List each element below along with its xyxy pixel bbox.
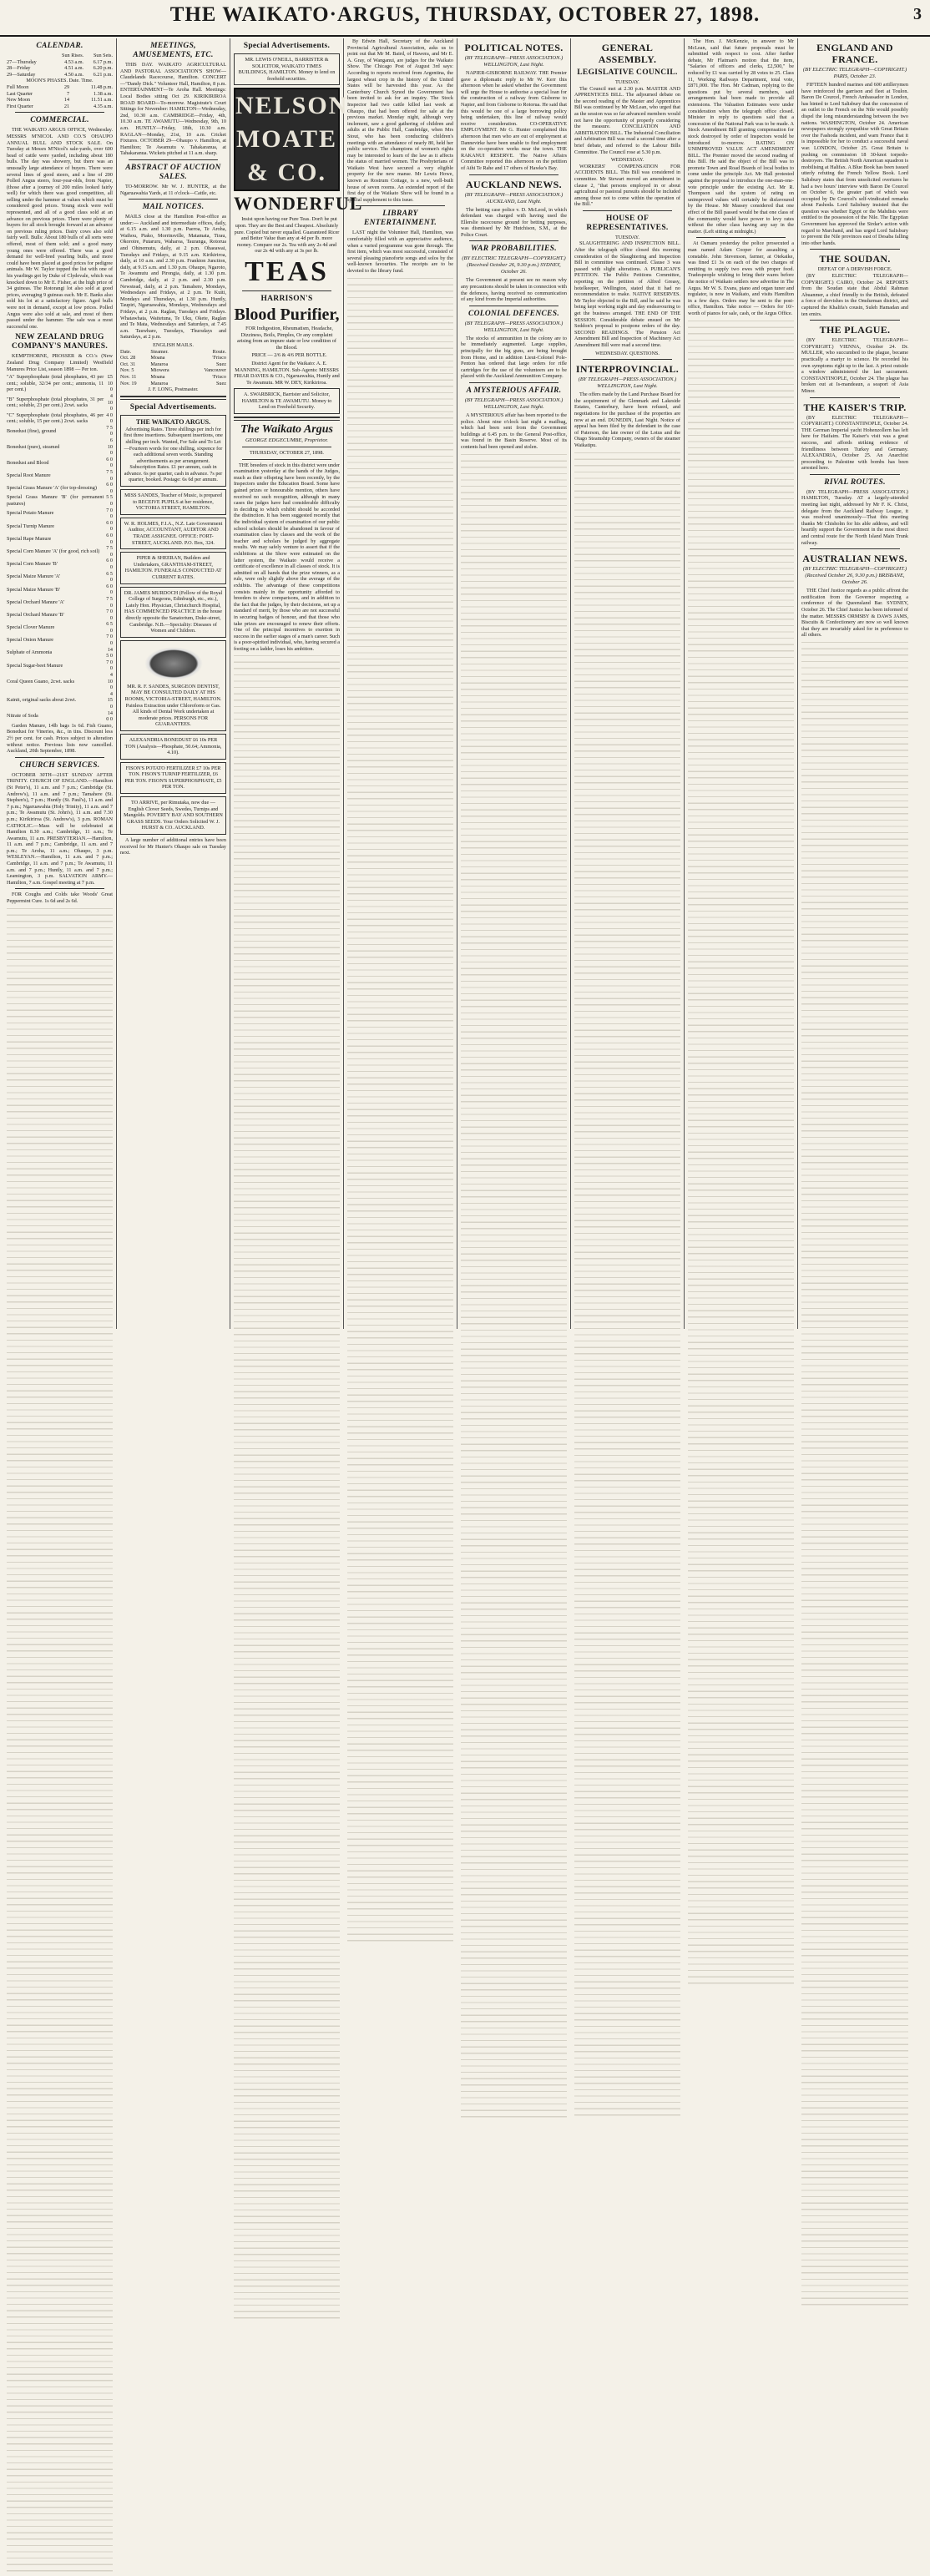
table-cell: 28—Friday (7, 65, 31, 72)
table-cell: Sun Sets. (93, 53, 113, 58)
nz-drug-heading: NEW ZEALAND DRUG COMPANY'S MANURES. (12, 333, 108, 351)
table-cell: Coral Queen Guano, 2cwt. sacks (7, 678, 75, 684)
council-article: The Council met at 2.30 p.m. MASTER AND APPRENTICES BILL. The adjourned debate on the second reading of the Master and Apprentices Bill was continued by Mr McLean, who urged that as the session was so far advanced members would not have the opportunity of properly considering the measure. CONCILIATION AND ARBITRATION BILL. The Industrial Conciliation and Arbitration Bill was read a second time after a brief debate, and referred to the Labour Bills Committee. The Council rose at 5.30 p.m. (574, 85, 680, 155)
moon-table (7, 84, 113, 109)
divider (242, 459, 331, 460)
table-cell: Mararoa (150, 361, 169, 367)
table-cell: "A" Superphosphate (total phosphates, 43 per cent.; soluble, 32/34 per cent.; ammonia, 11 per cent.) (7, 374, 104, 393)
mysterious-article: A MYSTERIOUS affair has been reported to the police. About nine o'clock last night a mailbag, which had been sent from the Government buildings at 6.45 p.m. to the General Post-office, was found in the Basin Reserve. Most of its contents had been opened and stolen. (461, 412, 567, 450)
tea-ad-text: Insist upon having our Pure Teas. Don't be put upon. They are the Best and Cheapest. Absolutely pure. Copied but never equalled. Guaranteed Ricer and Better Value than any at 4d per lb. more money. Compare our 2s. Tea with any 2s 4d and our 2s 4d with any at 3s per lb. (234, 216, 340, 255)
column-1 (3, 38, 117, 1329)
divider (469, 174, 559, 175)
table-row (7, 53, 113, 59)
table-row (7, 609, 113, 621)
table-cell: 4 10 0 (107, 392, 113, 412)
dentist-ad-text: MR. R. F. SANDES, SURGEON DENTIST, MAY BE CONSULTED DAILY AT HIS ROOMS, VICTORIA-STREET, HAMILTON. Painless Extraction under Chloroform or Gas. All kinds of Dental Work undertaken at moderate prices. PERSONS FOR GUARANTEES. (124, 683, 222, 728)
table-cell: 7 5 0 (106, 595, 113, 609)
table-cell (7, 53, 51, 59)
english-mails-table (120, 349, 226, 387)
divider (696, 237, 786, 238)
table-row (7, 596, 113, 609)
table-cell: Special Root Manure (7, 472, 51, 478)
auction-article: TO-MORROW. Mr W. J. HUNTER, at the Ngaruawahia Yards, at 11 o'clock—Cattle, etc. (120, 183, 226, 196)
table-row (7, 545, 113, 558)
table-cell: Bonedust (pure), steamed (7, 443, 60, 450)
table-cell: 27—Thursday (7, 58, 37, 65)
table-row (7, 571, 113, 583)
auckland-sub: (BY TELEGRAPH—PRESS ASSOCIATION.) AUCKLAND, Last Night. (464, 191, 564, 205)
council-day: TUESDAY. (614, 79, 640, 85)
table-cell: 11.51 a.m. (91, 97, 113, 104)
table-cell: Special Onion Manure (7, 637, 54, 644)
hurst-ad-text: TO ARRIVE, per Rimutaka, now due —English Clover Seeds, Swedes, Turnips and Mangolds. POVERTY BAY AND SOUTHERN GRASS SEEDS. Your Orders Solicited W. J. HURST & CO. AUCKLAND. (124, 800, 223, 831)
column-5 (457, 38, 571, 1329)
table-cell: "B" Superphosphate (total phosphates, 31 per cent.; soluble, 23 per cent.) 2cwt. sacks (7, 396, 104, 409)
oneill-ad (234, 53, 340, 85)
table-cell: 6 10 0 (107, 437, 113, 457)
column-6 (571, 38, 685, 1329)
text-filler (574, 451, 680, 2120)
table-cell: 6 0 0 (106, 558, 113, 570)
table-cell: 6.17 p.m. (93, 58, 113, 65)
date-line: THURSDAY, OCTOBER 27, 1898. (250, 450, 324, 457)
divider (583, 359, 672, 360)
table-cell: Last Quarter (7, 90, 33, 97)
extra-notice: A large number of additional entries have been received for Mr Hunter's Ohaupo sale on Tuesday next. (120, 837, 226, 856)
table-cell: 6 5 0 (106, 570, 113, 583)
table-cell: 4 0 0 (106, 412, 113, 425)
divider (129, 159, 218, 160)
table-row (7, 647, 113, 659)
table-row (7, 91, 113, 98)
auction-heading: ABSTRACT OF AUCTION SALES. (125, 163, 221, 181)
table-cell: 7 (66, 90, 70, 97)
library-heading: LIBRARY ENTERTAINMENT. (364, 210, 437, 228)
text-filler (234, 654, 340, 2323)
table-cell: 6 0 0 (106, 482, 113, 494)
table-cell: Kainit, original sacks about 2cwt. (7, 697, 77, 704)
divider (469, 382, 559, 383)
table-row (7, 634, 113, 646)
table-row (7, 533, 113, 545)
political-article: NAPIER-GISBORNE RAILWAY. THE Premier gave a diplomatic reply to Mr W. Kerr this afternoon when he asked whether the Government will urge the House to authorise a special loan for the construction of a railway from Gisborne to Napier, and from Gisborne to Rotorua. He said that this would be one of a large borrowing policy being undertaken, this line of railway would receive consideration. CO-OPERATIVE EMPLOYMENT. Mr G. Hunter complained this afternoon that men who are out of employment at Dannevirke have been unable to find employment on the co-operative works near the town. THE RAKANUI RESERVE. The Native Affairs Committee reported this afternoon on the petition of Aihi Te Rahe and 17 others of Hawke's Bay. (461, 70, 567, 171)
table-cell: Bonedust and Blood (7, 459, 49, 466)
auckland-article: The betting case police v. D. McLeod, in which defendant was charged with having used the Ellerslie racecourse ground for betting purposes, was dismissed by Mr Hutchison, S.M., at the Police Court. (461, 206, 567, 238)
table-cell: Vancouver (204, 367, 226, 374)
divider (129, 199, 218, 200)
bonedust-ad-text: ALEXANDRIA BONEDUST £6 10s PER TON (Analysis—Phosphate, 50.64; Ammonia, 4.10). (124, 736, 222, 756)
house-day: TUESDAY. (614, 234, 640, 240)
colonial-heading: COLONIAL DEFENCES. (468, 309, 560, 318)
soudan-article: (BY ELECTRIC TELEGRAPH—COPYRIGHT.) CAIRO, October 24. REPORTS from the Soudan state that Abdul Rahman Abuanmer, a chief friendly to the British, defeated a force of dervishes in the Omdurman district, and captured the Khalifa's cousin, Suleh Hamadan and ten emirs. (801, 273, 908, 317)
table-cell: 6 5 0 (106, 621, 113, 634)
table-row (7, 104, 113, 110)
table-cell: Special Maize Manure 'B' (7, 586, 60, 593)
piper-ad (120, 552, 226, 583)
table-cell: 4 10 0 (107, 672, 113, 691)
leader-article: THE breeders of stock in this district were under examination yesterday at the hands of the Judges, much as their offspring have been recently, by the Inspectors under the Education Board. Some have gained prizes or honourable mention, others have received no such recognition, although in many cases the judges have had considerable difficulty in deciding to which exhibit should be accorded the distinction. It has been suggested recently that the individual system of examination of our public school scholars should be abandoned in favour of examination class by classes and the work of the teacher and scholars be judged by aggregate results. We may safely venture to assert that if the exhibitions at the Show were estimated on the latter system, the Waikato would receive a certificate of excellence in all classes of stock. It is admitted on all hands that the prize winners, as a rule, were only slightly above the average of the exhibits. The advantage of these competitions consists mainly in the opportunity afforded to breeders to show comparisons, and in addition to the fact that the judges, by their decisions, set up a standard of merit, by those who are not successful in securing badges of honour, and that those who take prizes are encouraged to renew their efforts. One of the principal incentives to exertion in success in the earlier stages of a man's career. Such is a poor-spirited individual, who, having secured a footing on a ladder, loses his ambition. (234, 462, 340, 652)
mysterious-sub: (BY TELEGRAPH—PRESS ASSOCIATION.) WELLINGTON, Last Night. (464, 397, 564, 410)
table-cell: Sun Rises. (62, 53, 84, 58)
table-cell: Special Potato Manure (7, 510, 54, 517)
table-cell: Oct. 31 (120, 361, 136, 367)
soudan-heading: THE SOUDAN. (819, 253, 891, 265)
house-wed: WEDNESDAY. QUESTIONS. (595, 350, 660, 356)
columns (3, 38, 927, 1329)
interprovincial-heading: INTERPROVINCIAL. (575, 363, 680, 376)
fisons-ad-text: FISON'S POTATO FERTILIZER £7 10s PER TON. FISON'S TURNIP FERTILIZER, £6 PER TON. FISON'S SUPERPHOSPHATE, £5 PER TON. (124, 765, 222, 790)
table-cell: Special Maize Manure 'A' (7, 573, 61, 580)
dentures-illustration (144, 647, 203, 680)
table-row (7, 558, 113, 570)
divider (120, 396, 226, 400)
text-filler (461, 452, 567, 2122)
table-cell: 1.38 a.m. (93, 90, 113, 97)
table-cell: Special Orchard Manure 'A' (7, 599, 65, 605)
assembly-continued-article: The Hon. J. McKenzie, in answer to Mr McLean, said that future proposals must be submitted with respect to cost. After further debate, Mr Flatman's motion that the item, "Salaries of officers and clerks, £2,500," be reduced by £1 was carried by 28 votes to 25. Class 11, Working Railways Department, total vote, £871,000. The Hon. Mr Cadman, replying to the questions put by several members, said arrangements had been made to provide all extensions. The Valuation Estimates were under consideration when the telegraph office closed. Minister in reply to questions said that a concession of the National Park was to be made. A Stock Amendment Bill granting compensation for stock destroyed by order of Inspectors would be introduced to-morrow. RATING ON UNIMPROVED VALUE ACT AMENDMENT BILL. The Premier moved the second reading of this Bill. He said the object of the Bill was to promote Town and Road Boards of local bodies to come under the principle Act. Mr Hall protested against the proposal to introduce the one-man-one-vote principle under the existing Act. Mr R. Thompson said the system of rating on unimproved values will certainly be disfavoured by the House. Mr Massey considered that one effect of the Bill passed would be that one class of the community would have power to levy rates without the other class having any say in the matter. (Left sitting at midnight.) (688, 38, 794, 235)
table-cell: Suez (215, 361, 226, 367)
table-row (7, 59, 113, 66)
interprovincial-continued-article: At Oamaru yesterday the police prosecuted a man named Adam Cooper for assaulting a constable. John Stevenson, farmer, at Otekaike, was fined £1 3s on each of the two charges of omitting to supply two ewes with proper food. Tradespeople wishing to bring their wares before the notice of Waikato settlers now advertise in The Argus. Mr W. S. Evans, piano and organ tuner and regulator, is now in Waikato, and visits Hamilton in a few days. Orders may be sent to the post-office, Hamilton. Take notice — Orders for 10/- worth of pianos for sale, cash, or the Argus Office. (688, 240, 794, 316)
soudan-sub: DEFEAT OF A DERVISH FORCE. (817, 266, 892, 273)
table-cell: 4.50 a.m. (64, 71, 84, 78)
mail-article: MAILS close at the Hamilton Post-office as under:— Auckland and intermediate offices, daily, at 6.15 a.m. and 1.30 p.m. Paeroa, Te Aroha, Waihou, Piako, Morrinsville, Matamata, Tirau, Okoroire, Putaruru, Waharoa, Tauranga, Rotorua and Ohinemutu, daily, at 2 p.m. Ohaeawai, Tuesdays and Fridays, at 9.15 a.m. Kirikiriroa, daily, at 10 a.m. and 2.30 p.m. Frankton Junction, daily, at 9.15 a.m. and 1.30 p.m. Ohaupo, Ngaroto, Te Awamutu and Pirongia, daily, at 1.30 p.m. Cambridge, daily, at 2 p.m. and 2.30 p.m. Newstead, daily, at 2 p.m. Tamahere, Mondays, Wednesdays and Fridays, at 2 p.m. Te Kuiti, Mondays and Thursdays, at 1.30 p.m. Huntly, Taupiri, Ngaruawahia, Mondays, Wednesdays and Fridays, at 2 p.m. Raglan, Tuesdays and Fridays. Whatawhata, Waitetuna, Te Uku, Okete, Raglan and Te Mata, Wednesdays and Saturdays, at 7.45 a.m. Tauwhare, Tuesdays, Thursdays and Saturdays, at 2 p.m. (120, 214, 226, 341)
swarbrick-ad (234, 388, 340, 414)
table-cell: Bonedust (fine), ground (7, 427, 57, 434)
masthead (0, 0, 930, 37)
table-row (120, 381, 226, 387)
table-cell: Special Turnip Manure (7, 523, 55, 529)
house-heading: HOUSE OF REPRESENTATIVES. (586, 214, 669, 232)
war-heading: WAR PROBABILITIES. (471, 245, 557, 254)
divider (356, 205, 445, 206)
table-row (7, 621, 113, 634)
table-row (120, 349, 226, 356)
table-cell: Nitrate of Soda (7, 713, 38, 720)
fisons-ad (120, 762, 226, 794)
table-cell: 29 (63, 83, 70, 90)
library-article: LAST night the Volunteer Hall, Hamilton, was comfortably filled with an appreciative audience, when a varied programme was gone through. The first item, which was most successful, consisted of several pleasing pianoforte songs and solos by the well-known favourites. The receipts are to be devoted to the library fund. (347, 230, 453, 274)
table-row (7, 494, 113, 507)
moon-head: MOON'S PHASES. Date. Time. (26, 78, 94, 84)
rival-routes-article: (BY TELEGRAPH—PRESS ASSOCIATION.) HAMILTON, Tuesday. AT a largely-attended meeting last night, addressed by Mr F. K. Christ, delegate from the Auckland Railway League, it was resolved unanimously—That this meeting thanks Mr Chisholm for his able address, and will heartily support the Government in the most direct and central route for the North Island Main Trunk railway. (801, 488, 908, 546)
text-filler (801, 640, 908, 2310)
table-cell: 29—Saturday (7, 71, 36, 78)
council-wed: WEDNESDAY. (610, 157, 644, 164)
table-cell: Oct. 28 (120, 355, 136, 361)
column-2 (117, 38, 230, 1329)
divider (15, 888, 104, 889)
table-cell: New Moon (7, 97, 31, 104)
table-cell: Special Corn Manure 'B' (7, 561, 58, 568)
table-cell: 7 0 0 (106, 634, 113, 647)
table-cell: 14 (63, 97, 70, 104)
footer-ad: FOR Coughs and Colds take Woods' Great Peppermint Cure. 1s 6d and 2s 6d. (7, 891, 113, 905)
table-cell: 21 (63, 103, 70, 109)
mysterious-heading: A MYSTERIOUS AFFAIR. (466, 386, 562, 395)
table-cell: Steamer. (150, 348, 169, 355)
text-filler (347, 276, 453, 1946)
divider (234, 417, 340, 421)
blood-purifier-price: PRICE — 2/6 & 4/6 PER BOTTLE. (251, 352, 327, 359)
blood-purifier-text: FOR Indigestion, Rheumatism, Headache, Dizziness, Boils, Pimples, Or any complaint arising from an impure state or low condition of the Blood. (237, 325, 336, 351)
table-cell: 7 0 0 (106, 609, 113, 621)
sandes-ad (120, 489, 226, 515)
table-cell: Sulphate of Ammonia (7, 649, 53, 656)
commercial-heading: COMMERCIAL. (30, 116, 89, 125)
table-cell: £5 10 0 (107, 374, 113, 393)
kaiser-heading: THE KAISER'S TRIP. (803, 401, 907, 413)
table-cell: Nov. 5 (120, 367, 134, 374)
table-row (7, 482, 113, 494)
plague-article: (BY ELECTRIC TELEGRAPH—COPYRIGHT.) VIENNA, October 24. Dr. MULLER, who succumbed to the plague, became practically a martyr to science. He recorded his own symptoms right up to the last. A priest outside a window administered the last sacrament. CONSTANTINOPLE, October 24. The plague has broken out at Is-mandeaun, a seaport of Asia Minor. (801, 337, 908, 394)
table-row (7, 72, 113, 78)
table-cell: Full Moon (7, 83, 29, 90)
table-row (7, 374, 113, 393)
manure-note: Garden Manure, 14lb bags 1s 6d. Fish Guano, Bonedust for Vineries, &c., in tins. Discount less 2½ per cent. for cash. Prices subject to alteration without notice. Previous lists now cancelled. Auckland, 20th September, 1898. (7, 722, 113, 755)
manure-price-table (7, 374, 113, 723)
colonial-article: The stocks of ammunition in the colony are to be immediately augmented. Large supplies, principally for the big guns, are being brought from Home, and in addition Lieut-Colonel Pole-Penton has ordered that large orders for rifle cartridges for the use of the volunteers are to be placed with the Auckland Ammunition Company. (461, 335, 567, 380)
holmes-ad (120, 518, 226, 549)
table-cell: Date. (120, 348, 132, 355)
political-heading: POLITICAL NOTES. (464, 42, 564, 53)
meetings-article: THIS DAY. WAIKATO AGRICULTURAL AND PASTORAL ASSOCIATION'S SHOW—Claudelands Racecourse, Hamilton. CONCERT—"Dandy Dick." Volunteer Hall, Hamilton, 8 p.m. ENTERTAINMENT—Te Aroha Hall. Meetings: Local Bodies sitting Oct 29. KIRIKIRIROA ROAD BOARD—To-morrow. Magistrate's Court Sittings for November: HAMILTON—Wednesday, 2nd, 10.30 a.m. CAMBRIDGE—Friday, 4th, 10.30 a.m. TE AWAMUTU—Wednesday, 9th, 10 a.m. HUNTLY—Friday, 18th, 10.30 a.m. RAGLAN—Monday, 21st, 10 a.m. Cricket Fixtures. OCTOBER 29—Ohaupo v. Hamilton, at Hamilton; Te Awamutu v. Tahakaranua, at Tahakaranua. Wickets pitched at 11 a.m. sharp. (120, 62, 226, 157)
table-row (7, 520, 113, 533)
table-cell: 6.20 p.m. (93, 65, 113, 72)
table-cell: Suez (215, 380, 226, 386)
table-cell: 6.21 p.m. (93, 71, 113, 78)
table-row (7, 583, 113, 596)
argus-rates-ad (120, 415, 226, 487)
bonedust-ad (120, 734, 226, 760)
table-row (120, 355, 226, 361)
divider (15, 757, 104, 758)
table-cell: 14 5 0 (106, 646, 113, 659)
table-cell: 6 0 0 (106, 532, 113, 545)
table-row (7, 65, 113, 72)
plague-heading: THE PLAGUE. (819, 324, 891, 336)
teas-heading: TEAS (245, 255, 329, 287)
divider (810, 249, 900, 250)
table-row (7, 659, 113, 672)
auckland-heading: AUCKLAND NEWS. (466, 178, 562, 190)
kaiser-article: (BY ELECTRIC TELEGRAPH—COPYRIGHT.) CONSTANTINOPLE, October 24. THE German Imperial yacht Hohenzollern has left here for Haifaim. The Kaiser's visit was a great success, and affords striking evidence of friendliness between Turkey and Germany. ALEXANDRIA, October 25. An Anarchist proceeding to Palestine with bombs has been arrested here. (801, 414, 908, 472)
england-france-heading: ENGLAND AND FRANCE. (816, 42, 893, 65)
murdoch-ad (120, 587, 226, 638)
table-cell: 4.51 a.m. (64, 65, 84, 72)
table-cell: Mararoa (150, 380, 169, 386)
table-row (120, 367, 226, 374)
australian-news-sub: (BY ELECTRIC TELEGRAPH—COPYRIGHT.) (Received October 26, 9.30 p.m.) BRISBANE, October 26. (802, 566, 907, 586)
table-cell: Route. (212, 348, 226, 355)
table-cell: Special Grass Manure 'B' (for permanent pastures) (7, 494, 104, 507)
blood-purifier-heading: Blood Purifier, (234, 305, 340, 324)
colonial-sub: (BY TELEGRAPH—PRESS ASSOCIATION.) WELLINGTON, Last Night. (464, 320, 564, 333)
table-row (7, 84, 113, 91)
postmaster: J. F. LONG, Postmaster. (148, 386, 199, 393)
special-ads-heading: Special Advertisements. (129, 402, 217, 412)
table-cell: 7 0 0 (106, 659, 113, 672)
table-cell: 11.48 p.m. (90, 83, 113, 90)
table-cell: 7 5 0 (106, 424, 113, 437)
table-cell: Nov. 11 (120, 373, 137, 380)
table-cell: Special Rape Manure (7, 535, 52, 542)
table-row (7, 425, 113, 437)
table-cell: 'Frisco (212, 373, 226, 380)
wonderful-heading: WONDERFUL (234, 193, 363, 215)
piper-ad-text: PIPER & SHEERAN, Builders and Undertakers, GRANTHAM-STREET, HAMILTON. FUNERALS CONDUCTED AT CURRENT RATES. (124, 555, 222, 580)
argus-ad-text: Advertising Rates. Three shillings per inch for first three insertions. Subsequent insertions, one shilling per inch. Wanted, For Sale and To Let—Fourteen words for one shilling, sixpence for each additional seven words. Standing advertisements as per arrangement. Subscription Rates. £1 per annum, cash in advance. 6s per quarter, cash in advance. 7s per quarter, booked. Postage: 6s 6d per annum. (124, 426, 223, 483)
table-cell: Moana (150, 355, 165, 361)
church-article: OCTOBER 30TH—21ST SUNDAY AFTER TRINITY. CHURCH OF ENGLAND.—Hamilton (St Peter's), 11 a.m. and 7 p.m.; Cambridge (St. Andrew's), 11 a.m. and 7 p.m.; Tamahere (St. Stephen's), 7 p.m.; Huntly (St. Paul's), 11 a.m. and 7 p.m.; Ngaruawahia (Holy Trinity), 11 a.m. and 7 p.m.; Te Awamutu (St. John's), 11 a.m. and 7.30 p.m.; Kirikiriroa (St. Andrew's), 3 p.m. ROMAN CATHOLIC.—Mass will be celebrated at Hamilton 8.30 a.m.; Cambridge, 11 a.m.; Te Awamutu, 11 a.m. PRESBYTERIAN.—Hamilton, 11 a.m. and 7 p.m.; Cambridge, 11 a.m. and 7 p.m.; Te Aroha, 11 a.m.; Ohaupo, 3 p.m. WESLEYAN.—Hamilton, 11 a.m. and 7 p.m.; Cambridge, 11 a.m. and 7 p.m.; Te Awamutu, 11 a.m. and 7 p.m.; Huntly, 11 a.m. and 7 p.m.; Leamington, 3 p.m. SALVATION ARMY.—Hamilton, 7 a.m. Gospel meeting at 7 p.m. (7, 771, 113, 886)
paper-nameplate: The Waikato Argus (240, 423, 333, 437)
table-cell: 7 5 0 (106, 469, 113, 482)
australian-news-heading: AUSTRALIAN NEWS. (802, 553, 907, 565)
divider (810, 474, 900, 475)
table-row (7, 393, 113, 412)
table-cell: Moana (150, 373, 165, 380)
nz-drug-intro: KEMPTHORNE, PROSSER & CO.'s (New Zealand Drug Company Limited) Westfield Manures Price List, season 1898 — Per ton. (7, 353, 113, 372)
oneill-ad-text: MR. LEWIS O'NEILL, BARRISTER & SOLICITOR, WAIKATO TIMES BUILDINGS, HAMILTON. Money to lend on freehold securities. (238, 57, 336, 82)
column-8 (798, 38, 912, 1329)
commercial-article: THE WAIKATO ARGUS OFFICE, Wednesday. MESSRS M'NICOL AND CO.'S OHAUPO ANNUAL BULL AND STOCK SALE. On Tuesday at Messrs M'Nicol's sale-yards, over 600 head of cattle were yarded, including about 180 bulls. The day was showery, but there was an unusually large attendance of buyers. There were several lines of good steers, and a line of 200 Polled Angus steers, four-year-olds, from Napier, (those after a journey of 200 miles looked fairly well) for which there was good competition, all selling under the hammer at values which must be considered good prices. Young stock were well represented, and all of a good class sold at an advance on previous prices. There were plenty of buyers for all stock brought forward at an advance on previous ruling prices. Dairy cows also sold fairly well. Bulls: About 180 bulls of all sorts were offered, most of them sold; and a good many young ones were offered. There was a good demand for well-bred yearling bulls, and more could have been placed at good prices for pedigree animals. Mr W. Taylor topped the list with one of his yearlings got by Duke of Clydevale, which was knocked down to Mr E. Fisher, at the high price of 34 guineas. The Rotorangi lot also sold at good prices, averaging 9 guineas each. Mr E. Banks also sold his lot at a satisfactory figure. Aged bulls were not in demand, except at low prices. Polled Angus were also sold at sale, and most of them passed under the hammer. The sale was a most successful one. (7, 127, 113, 330)
calendar-heading: CALENDAR. (36, 42, 83, 50)
mail-heading: MAIL NOTICES. (142, 203, 205, 212)
table-cell: 7 5 0 (106, 545, 113, 558)
masthead-title: THE WAIKATO·ARGUS, THURSDAY, OCTOBER 27, 1898. (169, 3, 761, 26)
general-assembly-heading: GENERAL ASSEMBLY. (598, 42, 657, 65)
table-cell: Special Orchard Manure 'B' (7, 611, 64, 618)
harrison-name: HARRISON'S (260, 294, 313, 303)
table-row (120, 374, 226, 381)
column-4 (344, 38, 457, 1329)
page-number: 3 (913, 5, 922, 23)
hurst-ad (120, 796, 226, 835)
table-cell: Special Sugar-beet Manure (7, 662, 63, 669)
table-cell: 4 15 0 (107, 690, 113, 710)
table-cell: "C" Superphosphate (total phosphates, 46 per cent.; soluble, 15 per cent.) 2cwt. sacks (7, 412, 104, 425)
divider (15, 112, 104, 113)
table-cell: 4.35 a.m. (93, 103, 113, 109)
table-cell: 7 0 0 (106, 507, 113, 520)
divider (810, 397, 900, 398)
table-row (7, 672, 113, 691)
sandes-ad-text: MISS SANDES, Teacher of Music, is prepared to RECEIVE PUPILS at her residence, VICTORIA STREET, HAMILTON. (124, 492, 222, 512)
table-cell: 6 0 0 (106, 583, 113, 596)
war-sub: (BY ELECTRIC TELEGRAPH—COPYRIGHT.) (Received October 26, 9.30 p.m.) SYDNEY, October 26. (462, 255, 566, 275)
table-cell: Miowera (150, 367, 169, 374)
argus-ad-title: THE WAIKATO ARGUS. (135, 417, 211, 426)
dentist-ad (120, 640, 226, 731)
interprovincial-sub: (BY TELEGRAPH—PRESS ASSOCIATION.) WELLINGTON, Last Night. (578, 376, 677, 390)
meetings-heading: MEETINGS, AMUSEMENTS, ETC. (133, 42, 214, 59)
table-cell: 4.53 a.m. (64, 58, 84, 65)
england-france-sub: (BY ELECTRIC TELEGRAPH—COPYRIGHT.) PARIS, October 23. (802, 67, 907, 79)
table-cell: Nov. 19 (120, 380, 137, 386)
table-row (7, 412, 113, 425)
table-cell: Special Grass Manure 'A' (for top-dressing) (7, 485, 97, 492)
council-heading: LEGISLATIVE COUNCIL. (577, 68, 678, 77)
table-row (120, 361, 226, 368)
table-row (7, 469, 113, 482)
table-row (7, 691, 113, 710)
war-article: The Government at present see no reason why any precautions should be taken in connection with the defences, having received no communication of any kind from the Imperial authorities. (461, 277, 567, 303)
table-cell: 5 5 0 (106, 494, 113, 507)
tea-banner: NELSON MOATE & CO. (234, 88, 340, 191)
table-cell: First Quarter (7, 103, 33, 109)
murdoch-ad-text: DR. JAMES MURDOCH (Fellow of the Royal College of Surgeons, Edinburgh, etc., etc.), Lately Hon. Physician, Christchurch Hospital, HAS COMMENCED PRACTICE in the house directly opposite the Sanatorium, Duke-street, Cambridge. N.B.—Speciality: Diseases of Women and Children. (124, 589, 223, 634)
table-row (7, 97, 113, 104)
column-3 (230, 38, 363, 1329)
rival-routes-heading: RIVAL ROUTES. (824, 477, 886, 487)
agent-text: District Agent for the Waikato: A. E. MANNING, HAMILTON. Sub-Agents: MESSRS FRIAR DAVIES & CO., Ngaruawahia, Huntly and Te Awamutu. MR W. DEY, Kirikiriroa. (234, 360, 340, 386)
swarbrick-ad-text: A. SWARBRICK, Barrister and Solicitor, HAMILTON & TE AWAMUTU. Money to Lend on Freehold Security. (241, 391, 332, 411)
table-row (7, 437, 113, 457)
english-mails-heading: ENGLISH MAILS. (153, 341, 194, 348)
calendar-table (7, 53, 113, 78)
table-cell: 14 0 0 (106, 710, 113, 723)
special-ads-heading: Special Advertisements. (243, 42, 331, 50)
divider (469, 240, 559, 241)
australian-news-article: THE Chief Justice regards as a public affront the notification from the Governor respecting a conference of the Queensland Bar. SYDNEY, October 26. The Chief Justice has been informed of the matter. MESSRS ORMSBY & DAWS JAMS, Biscuits & Confectionery are now so well known that they are invariably asked for in preference to all others. (801, 588, 908, 639)
council-wed-article: WORKERS' COMPENSATION FOR ACCIDENTS BILL. This Bill was considered in committee. Mr Stewart moved an amendment in clause 2, "that persons employed in or about agricultural or pastoral pursuits should be included among those not to come within the operation of the Bill." (574, 163, 680, 208)
holmes-ad-text: W. R. HOLMES, F.I.A., N.Z. Late Government Auditor, ACCOUNTANT, AUDITOR AND TRADE ASSIGNEE. OFFICE: FORT-STREET, AUCKLAND. P.O. Box, 324. (124, 520, 223, 546)
table-cell: 6 0 0 (106, 519, 113, 533)
table-cell: Special Corn Manure 'A' (for good, rich soil) (7, 548, 100, 554)
table-row (7, 710, 113, 723)
table-row (7, 508, 113, 520)
divider (810, 320, 900, 321)
divider (242, 290, 331, 291)
house-article: SLAUGHTERING AND INSPECTION BILL. After the telegraph office closed this morning consideration of the Slaughtering and Inspection Bill in committee was continued. Clause 3 was passed with slight alterations. A PUBLICAN'S PETITION. The Public Petitions Committee, reporting on the petition of Alfred Greasy, hotelkeeper, Wellington, stated that it had no recommendation to make. NATIVE RESERVES. Mr Taylor objected to the Bill, and he said he was being kept working night and day endeavouring to get the business arranged. THE END OF THE SESSION. Considerable debate ensued on Mr Seddon's proposal to postpone orders of the day. SECOND READINGS. The Pension Act Amendment Bill and Inspection of Machinery Act Amendment Bill were read a second time. (574, 240, 680, 348)
proprietor: GEORGE EDGECUMBE, Proprietor. (245, 437, 329, 444)
table-cell: Special Clover Manure (7, 624, 55, 631)
table-row (7, 457, 113, 469)
column-7 (685, 38, 798, 1329)
england-france-article: FIFTEEN hundred marines and 600 artillerymen have reinforced the garrison and fleet at Toulon. Baron De Courcel, French Ambassador in London, has hinted to Lord Salisbury that the concession of an outlet to the French on the Nile would possibly dispel the long misunderstanding between the two nations. WASHINGTON, October 24. American newspapers strongly sympathise with Great Britain over the Fashoda incident, and warn France that it is impossible for her to conduct a successful naval war. LONDON, October 25. Great Britain is pushing on commission 18 30-knot torpedo-destroyers. The British North American squadron is mobilising at Halifax. A Blue Book has been issued utterly refuting the French Yellow Book. Lord Salisbury states that from unsolicited overtures he had a two hours' interview with Baron De Courcel on October 6, the greater part of which was occupied by De Courcel's self-vindicated remarks about Fashoda. Lord Salisbury insisted that the question was whether Egypt or the Mahdists were entitled to the possession of the Nile. The Egyptian Government has approved the Sirdar's action with regard to Marchand, and has urged Lord Salisbury to prevent the Nile provinces east of Desaba falling into other hands. (801, 82, 908, 246)
political-sub: (BY TELEGRAPH—PRESS ASSOCIATION.) WELLINGTON, Last Night. (464, 55, 564, 68)
table-cell: 6 0 0 (106, 456, 113, 469)
local-news-article: By Edwin Hall, Secretary of the Auckland Provincial Agricultural Association, asks us to point out that Mr M. Baird, of Hawera, and Mr E. A. Gray, of Wanganui, are judges for the Waikato Show. The Chicago Post of August 3rd says: According to reports received from Argentina, the largest wheat crop in the history of the United States will be harvested this year. As the Canterbury Church Synod the Government has been invited to ask for an inquiry. The Stock Inspector had two cattle killed last week at Ohaupo, that had been offered for sale at the previous market. Monday night, although very inclement, saw a good gathering of children and adults at the Public Hall, Cambridge, when Mrs Stout, who has been conducting children's meetings with an attendance of nearly 80, held her public service. The champions of women's rights may be interested to learn of the law as it affects the status of married women. The Presbyterians of Waikato West have secured a very eligible property for the new manse. Mr Lewis Howe, known as Rostrum Cottage, is a new, well-built house of seven rooms. An extended report of the first day of the Waikato Show will be found in a special supplement to this issue. (347, 38, 453, 203)
divider (810, 548, 900, 549)
text-filler (7, 907, 113, 2576)
text-filler (688, 319, 794, 1988)
divider (583, 210, 672, 211)
interprovincial-article: The offers made by the Land Purchase Board for the acquirement of the Glenmark and Lakeside Estates, Canterbury, have been refused, and negotiations for the purchase of the properties are now at an end. DUNEDIN, Last Night. Notice of appeal has been filed by the defendant in the case of Paterson, the late owner of the Lotus and the Otago Steamship Company, owners of the steamer Waikatipu. (574, 391, 680, 448)
church-heading: CHURCH SERVICES. (19, 760, 100, 770)
table-cell: 'Frisco (212, 355, 226, 361)
